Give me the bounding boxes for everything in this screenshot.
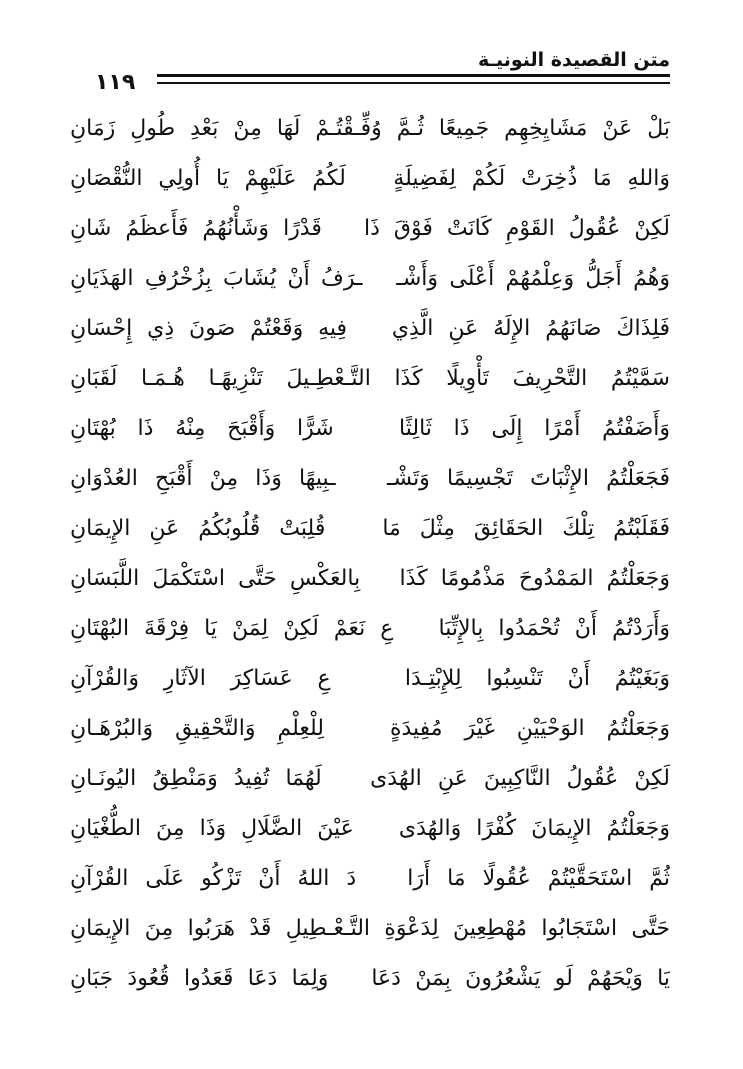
verse-text: لَكِنْ عُقُولُ القَوْمِ كَانَتْ فَوْقَ ذَا قَدْرًا وَشَأْنُهُمُ فَأَعظَمُ شَانِ xyxy=(70,216,670,241)
verse-text: ثُمَّ اسْتَحَقَّيْتُمْ عُقُولًا مَا أَرَا دَ اللهُ أَنْ تَزْكُو عَلَى القُرْآنِ xyxy=(70,866,670,891)
verse-text: وَجَعَلْتُمُ المَمْدُوحَ مَذْمُومًا كَذَا بِالعَكْسِ حَتَّى اسْتَكْمَلَ اللَّبَسَانِ xyxy=(70,566,670,591)
header-rule-thick xyxy=(157,74,670,77)
verse-line xyxy=(70,454,670,504)
verse-line xyxy=(70,954,670,1004)
verse-text: فَقَلَبْتُمُ تِلْكَ الحَقَائِقَ مِثْلَ مَا قُلِبَتْ قُلُوبُكُمُ عَنِ الإِيمَانِ xyxy=(70,516,670,541)
verse-line xyxy=(70,854,670,904)
verse-line xyxy=(70,904,670,954)
verse-text: وَجَعَلْتُمُ الوَحْيَيْنِ غَيْرَ مُفِيدَةٍ لِلْعِلْمِ وَالتَّحْقِيقِ وَالبُرْهَـانِ xyxy=(70,716,670,741)
verse-text: وَاللهِ مَا ذُخِرَتْ لَكُمْ لِفَضِيلَةٍ لَكُمُ عَلَيْهِمْ يَا أُولِي النُّقْصَانِ xyxy=(70,166,670,191)
verse-text: وَبَغَيْتُمُ أَنْ تَنْسِبُوا لِلإِبْتِـدَا عِ عَسَاكِرَ الآثَارِ وَالقُرْآنِ xyxy=(70,666,670,691)
verse-line xyxy=(70,404,670,454)
page-number: ١١٩ xyxy=(95,70,136,95)
verse-line xyxy=(70,204,670,254)
verse-text: وَهُمُ أَجَلُّ وَعِلْمُهُمْ أَعْلَى وَأَشْـ ـرَفُ أَنْ يُشَابَ بِزُخْرُفِ الهَذَيَانِ xyxy=(70,266,670,291)
verse-block xyxy=(70,104,670,1004)
verse-text: وَجَعَلْتُمُ الإِيمَانَ كُفْرًا وَالهُدَى عَيْنَ الضَّلَالِ وَذَا مِنَ الطُّغْيَانِ xyxy=(70,816,670,841)
verse-line xyxy=(70,504,670,554)
verse-line xyxy=(70,654,670,704)
verse-line xyxy=(70,754,670,804)
verse-line xyxy=(70,804,670,854)
verse-line xyxy=(70,354,670,404)
verse-text: يَا وَيْحَهُمْ لَو يَشْعُرُونَ بِمَنْ دَعَا وَلِمَا دَعَا قَعَدُوا قُعُودَ جَبَانِ xyxy=(70,966,670,991)
verse-line xyxy=(70,554,670,604)
verse-line xyxy=(70,704,670,754)
verse-text: بَلْ عَنْ مَشَايِخِهِم جَمِيعًا ثُـمَّ وُفِّـقْتُـمْ لَهَا مِنْ بَعْدِ طُولِ زَمَانِ xyxy=(70,116,670,141)
verse-text: وَأَضَفْتُمُ أَمْرًا إِلَى ذَا ثَالِثًا شَرًّا وَأَقْبَحَ مِنْهُ ذَا بُهْتَانِ xyxy=(70,416,670,441)
verse-text: فَلِذَاكَ صَانَهُمُ الإِلَهُ عَنِ الَّذِي فِيهِ وَقَعْتُمْ صَونَ ذِي إِحْسَانِ xyxy=(70,316,670,341)
verse-text: لَكِنْ عُقُولُ النَّاكِبِينَ عَنِ الهُدَى لَهُمَا تُفِيدُ وَمَنْطِقُ اليُونَـانِ xyxy=(70,766,670,791)
verse-text: سَمَّيْتُمُ التَّحْرِيفَ تَأْوِيلًا كَذَا التَّـعْطِـيلَ تَنْزِيهًـا هُـمَـا لَقَبَانِ xyxy=(70,366,670,391)
header-rule-thin xyxy=(157,82,670,84)
verse-line xyxy=(70,154,670,204)
verse-text: حَتَّى اسْتَجَابُوا مُهْطِعِينَ لِدَعْوَةِ التَّـعْـطِيلِ قَدْ هَرَبُوا مِنَ الإِيمَانِ xyxy=(70,916,670,941)
verse-line xyxy=(70,304,670,354)
running-title: متن القصيدة النونيـة xyxy=(477,49,670,71)
verse-line xyxy=(70,604,670,654)
page-header xyxy=(95,40,670,100)
verse-text: وَأَرَدْتُمُ أَنْ تُحْمَدُوا بِالإِتِّبَا عِ نَعَمْ لَكِنْ لِمَنْ يَا فِرْقَةَ البُهْتَانِ xyxy=(70,616,670,641)
verse-line xyxy=(70,104,670,154)
verse-text: فَجَعَلْتُمُ الإِثْبَاتَ تَجْسِيمًا وَتَشْـ ـبِيهًا وَذَا مِنْ أَقْبَحِ العُدْوَانِ xyxy=(70,466,670,491)
verse-line xyxy=(70,254,670,304)
